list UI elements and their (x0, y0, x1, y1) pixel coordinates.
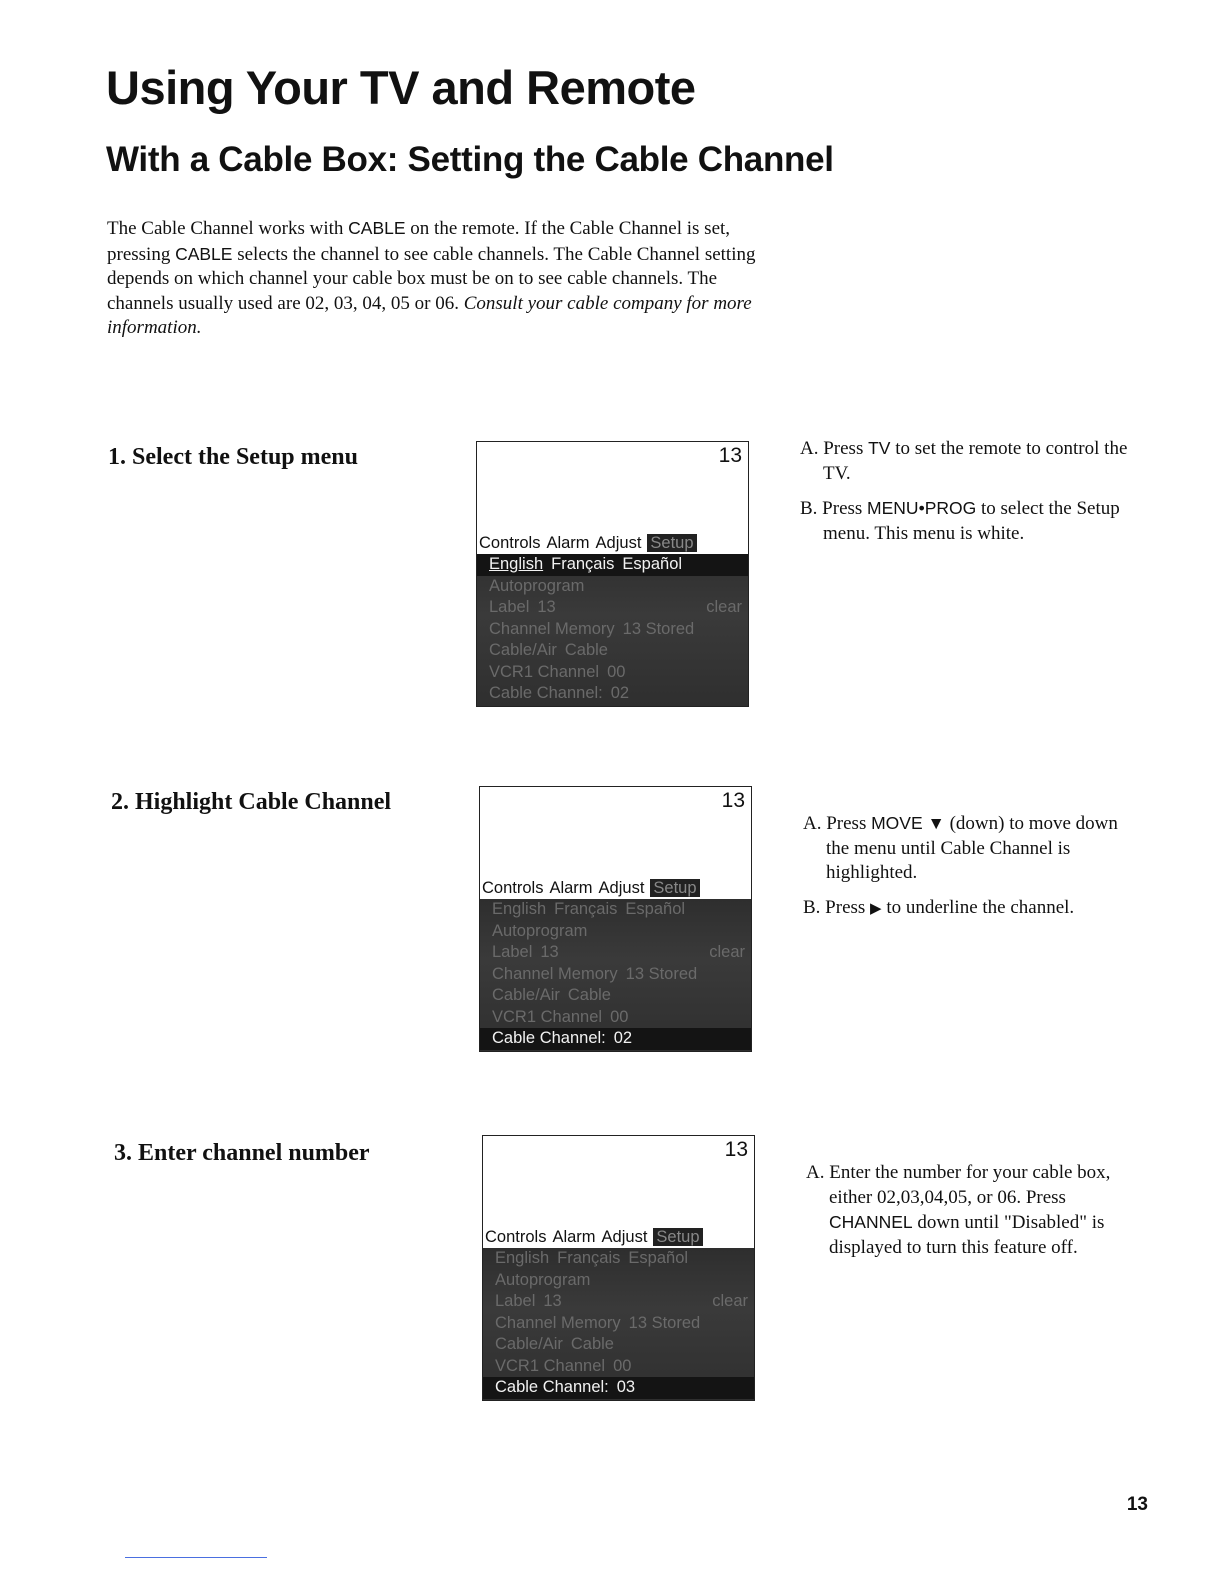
intro-text: on the remote. If the Cable Channel is set, pressing (107, 218, 731, 265)
lang-francais: Français (554, 900, 618, 918)
instruction-a (803, 811, 1133, 886)
instruction-b (803, 896, 1133, 922)
tv-screen-step-1 (476, 441, 749, 707)
channel-number: 13 (718, 444, 742, 467)
lang-francais: Français (557, 1249, 621, 1267)
key-label-tv: TV (868, 438, 891, 458)
menu-row-channel-memory (477, 619, 748, 641)
menu-tab-adjust: Adjust (601, 1228, 648, 1246)
menu-row-channel-memory (480, 964, 751, 986)
row-value: 13 (540, 943, 559, 961)
menu-row-cable-channel (477, 683, 748, 705)
intro-paragraph (107, 216, 767, 341)
row-clear: clear (712, 1292, 748, 1310)
lang-espanol: Español (622, 555, 683, 573)
menu-row-language (477, 554, 748, 576)
menu-tab-setup: Setup (650, 879, 699, 897)
row-value: 00 (613, 1356, 632, 1375)
lang-english: English (492, 900, 547, 918)
row-label: VCR1 Channel (489, 662, 600, 681)
row-value: Cable (564, 641, 608, 659)
cable-key-label: CABLE (348, 218, 406, 238)
lang-espanol: Español (625, 900, 686, 918)
channel-number: 13 (724, 1138, 748, 1161)
row-value: 02 (613, 1029, 633, 1047)
menu-row-language (483, 1248, 754, 1270)
menu-tab-setup: Setup (647, 534, 696, 552)
section-subtitle: With a Cable Box: Setting the Cable Channel (106, 140, 834, 179)
menu-row-cable-air (477, 640, 748, 662)
instr-text: A. Press (803, 813, 872, 834)
menu-bar (482, 879, 700, 898)
menu-row-language (480, 899, 751, 921)
instruction-a (806, 1161, 1136, 1260)
tv-screen-step-2 (479, 786, 752, 1052)
right-arrow-icon: ▶ (870, 900, 882, 917)
row-label: Cable/Air (495, 1335, 563, 1353)
row-label: Cable Channel: (492, 1029, 606, 1047)
row-label: Autoprogram (492, 921, 588, 940)
lang-espanol: Español (628, 1249, 689, 1267)
menu-row-autoprogram (483, 1270, 754, 1292)
key-label-channel: CHANNEL (829, 1212, 913, 1232)
setup-menu-panel (480, 899, 751, 1051)
row-value: 13 Stored (625, 964, 698, 983)
menu-row-label (480, 942, 751, 964)
setup-menu-panel (483, 1248, 754, 1400)
key-label-menu-prog: MENU•PROG (867, 498, 977, 518)
row-label: Label (492, 943, 533, 961)
menu-bar (485, 1228, 703, 1247)
menu-row-channel-memory (483, 1313, 754, 1335)
instr-text: down until "Disabled" is displayed to turn this feature off. (829, 1212, 1105, 1258)
row-value: 02 (610, 684, 630, 702)
menu-row-label (483, 1291, 754, 1313)
row-value: 13 Stored (628, 1313, 701, 1332)
row-label: Autoprogram (495, 1270, 591, 1289)
menu-row-cable-channel (483, 1377, 754, 1399)
row-value: Cable (567, 986, 611, 1004)
row-label: VCR1 Channel (492, 1007, 603, 1026)
menu-tab-alarm: Alarm (546, 534, 590, 552)
footer-rule (125, 1557, 267, 1558)
row-label: Label (495, 1292, 536, 1310)
step-1-instructions (800, 436, 1130, 556)
row-label: Cable/Air (492, 986, 560, 1004)
instruction-b (800, 496, 1130, 546)
step-3-instructions (806, 1161, 1136, 1270)
intro-note: Consult your cable company for more information. (107, 292, 752, 338)
menu-tab-controls: Controls (482, 879, 544, 897)
menu-tab-alarm: Alarm (549, 879, 593, 897)
step-1-heading: 1. Select the Setup menu (108, 444, 358, 470)
page-number: 13 (1126, 1494, 1148, 1515)
menu-row-vcr-channel (483, 1356, 754, 1378)
instr-text: B. Press (803, 896, 871, 918)
menu-row-vcr-channel (480, 1007, 751, 1029)
row-label: Channel Memory (495, 1313, 621, 1332)
instr-text: B. Press (800, 498, 868, 519)
menu-tab-controls: Controls (485, 1228, 547, 1246)
menu-row-label (477, 597, 748, 619)
menu-row-cable-air (480, 985, 751, 1007)
menu-tab-setup: Setup (653, 1228, 702, 1246)
step-2-instructions (803, 811, 1133, 931)
tv-screen-step-3 (482, 1135, 755, 1401)
menu-row-autoprogram (477, 576, 748, 598)
row-value: 13 Stored (622, 619, 695, 638)
key-label-move-down: MOVE ▼ (871, 813, 945, 833)
row-label: Channel Memory (489, 619, 615, 638)
row-label: VCR1 Channel (495, 1356, 606, 1375)
instr-text: to underline the channel. (881, 896, 1075, 918)
menu-row-cable-channel (480, 1028, 751, 1050)
row-label: Autoprogram (489, 576, 585, 595)
intro-text: selects the channel to see cable channels. The Cable Channel setting depends on which channel your cable box must be on to see cable channels. The channels usually used are 02, 03, 04, 05 or 06. (107, 243, 756, 314)
step-3-heading: 3. Enter channel number (114, 1140, 370, 1166)
instr-text: A. Enter the number for your cable box, either 02,03,04,05, or 06. Press (806, 1162, 1111, 1208)
menu-row-autoprogram (480, 921, 751, 943)
menu-tab-adjust: Adjust (598, 879, 645, 897)
lang-english: English (489, 555, 544, 573)
row-label: Cable/Air (489, 641, 557, 659)
row-value: 00 (607, 662, 626, 681)
lang-english: English (495, 1249, 550, 1267)
row-label: Label (489, 598, 530, 616)
menu-tab-controls: Controls (479, 534, 541, 552)
step-2-heading: 2. Highlight Cable Channel (111, 789, 392, 815)
instr-text: to select the Setup menu. This menu is white. (823, 498, 1120, 544)
row-value: 13 (543, 1292, 562, 1310)
intro-text: The Cable Channel works with (107, 218, 349, 239)
row-value: 13 (537, 598, 556, 616)
instruction-a (800, 436, 1130, 486)
row-value: 00 (610, 1007, 629, 1026)
menu-bar (479, 534, 697, 553)
instr-text: A. Press (800, 438, 869, 459)
row-label: Channel Memory (492, 964, 618, 983)
menu-row-vcr-channel (477, 662, 748, 684)
row-value: 03 (616, 1378, 636, 1396)
row-clear: clear (706, 598, 742, 616)
row-label: Cable Channel: (495, 1378, 609, 1396)
menu-tab-adjust: Adjust (595, 534, 642, 552)
menu-tab-alarm: Alarm (552, 1228, 596, 1246)
instr-text: (down) to move down the menu until Cable Channel is highlighted. (826, 813, 1118, 883)
page-title: Using Your TV and Remote (106, 61, 696, 114)
row-value: Cable (570, 1335, 614, 1353)
lang-francais: Français (551, 555, 615, 573)
row-label: Cable Channel: (489, 684, 603, 702)
row-clear: clear (709, 943, 745, 961)
menu-row-cable-air (483, 1334, 754, 1356)
instr-text: to set the remote to control the TV. (823, 438, 1128, 484)
cable-key-label: CABLE (175, 243, 233, 264)
setup-menu-panel (477, 554, 748, 706)
channel-number: 13 (721, 789, 745, 812)
